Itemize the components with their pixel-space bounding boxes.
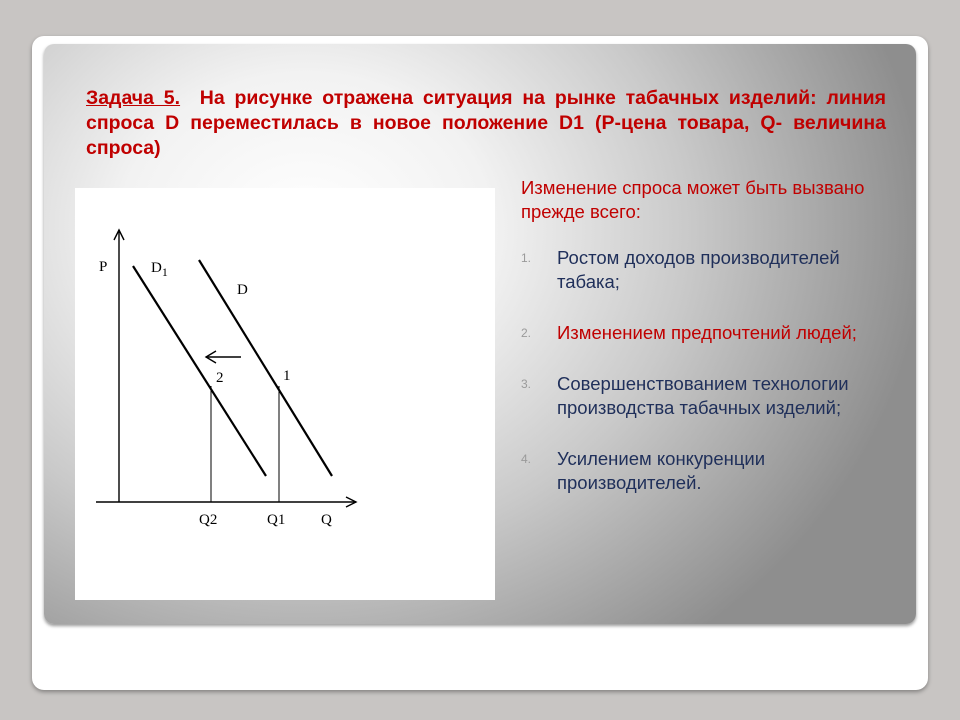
answer-option-4 [521, 447, 891, 495]
point-1-label: 1 [283, 368, 291, 384]
answer-number: 3. [521, 377, 532, 391]
answer-number: 1. [521, 251, 532, 265]
p-axis-label: P [99, 259, 108, 275]
task-text: На рисунке отражена ситуация на рынке табачных изделий: линия спроса D переместилась в новое положение D1 (P-цена товара, Q- величина спроса) [86, 87, 886, 159]
answer-option-3 [521, 372, 891, 420]
answer-text: Совершенствованием технологии производства табачных изделий; [557, 373, 849, 418]
q2-label: Q2 [199, 512, 218, 528]
slide-panel [44, 44, 916, 624]
answer-option-2 [521, 321, 891, 345]
answer-list [521, 246, 891, 522]
q1-label: Q1 [267, 512, 286, 528]
task-heading [86, 86, 886, 161]
point-2-label: 2 [216, 370, 224, 386]
demand-graph [75, 188, 495, 600]
answer-option-1 [521, 246, 891, 294]
answer-text: Изменением предпочтений людей; [557, 322, 857, 343]
answer-number: 2. [521, 326, 532, 340]
question-intro: Изменение спроса может быть вызвано прежде всего: [521, 177, 865, 222]
demand-curve-d [199, 260, 332, 476]
d1-label: $D_1$ [151, 260, 168, 279]
answer-number: 4. [521, 452, 532, 466]
answer-text: Усилением конкуренции производителей. [557, 448, 766, 493]
answer-text: Ростом доходов производителей табака; [557, 247, 840, 292]
task-number: Задача 5. [86, 87, 181, 109]
d-label: D [237, 282, 248, 298]
q-axis-label: Q [321, 512, 332, 528]
